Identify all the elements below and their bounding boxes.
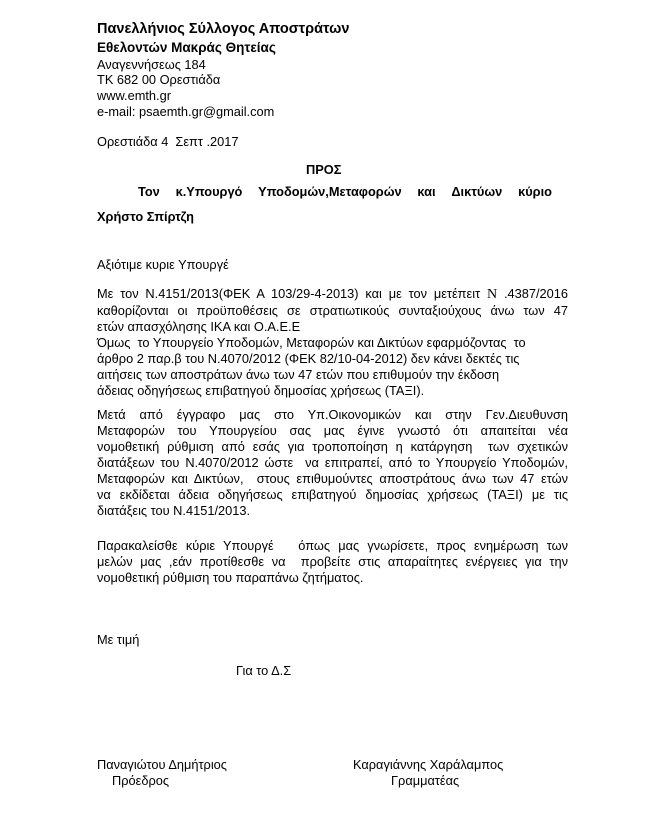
- signatory-title-president: Πρόεδρος: [112, 773, 170, 788]
- sender-email: e-mail: psaemth.gr@gmail.com: [97, 104, 275, 119]
- paragraph-line: ετών απασχόλησης ΙΚΑ και Ο.Α.Ε.Ε: [97, 319, 301, 334]
- paragraph-3: [97, 538, 568, 586]
- recipient-word: Δικτύων: [451, 184, 503, 199]
- salutation: Αξιότιμε κυριε Υπουργέ: [97, 257, 229, 272]
- date-line: Ορεστιάδα 4 Σεπτ .2017: [97, 134, 239, 149]
- org-name-line1: Πανελλήνιος Σύλλογος Αποστράτων: [97, 21, 350, 37]
- paragraph-line: Παρακαλείσθε κύριε Υπουργέ όπως μας γνωρίσετε, προς ενημέρωση των: [97, 538, 568, 553]
- paragraph-line: νομοθετική ρύθμιση του παραπάνω ζητήματος.: [97, 570, 364, 585]
- recipient-pros: ΠΡΟΣ: [306, 162, 342, 177]
- paragraph-line: άρθρο 2 παρ.β του Ν.4070/2012 (ΦΕΚ 82/10-04-2012) δεν κάνει δεκτές τις: [97, 351, 520, 366]
- paragraph-line: Μεταφορών και Δικτύων, στους επιθυμούντες αποστράτους άνω των 47 ετών: [97, 471, 568, 486]
- on-behalf-of-board: Για το Δ.Σ: [236, 663, 292, 678]
- sender-street: Αναγεννήσεως 184: [97, 57, 206, 72]
- signatory-name-president: Παναγιώτου Δημήτριος: [97, 757, 227, 772]
- paragraph-line: διατάξεων του Ν.4070/2012 ώστε να επιτραπεί, από το Υπουργείο Υποδομών,: [97, 455, 568, 470]
- sender-website: www.emth.gr: [97, 88, 171, 103]
- recipient-line2: Χρήστο Σπίρτζη: [97, 209, 194, 224]
- paragraph-1: [97, 286, 568, 399]
- paragraph-line: διατάξεις του Ν.4151/2013.: [97, 503, 251, 518]
- paragraph-line: Μετά από έγγραφο μας στο Υπ.Οικονομικών και στην Γεν.Διευθυνση: [97, 407, 568, 422]
- signatory-title-secretary: Γραμματέας: [391, 773, 460, 788]
- paragraph-line: Μεταφορών του Υπουργείου σας μας έγινε γνωστό ότι απαιτείται νέα: [97, 423, 568, 438]
- paragraph-line: Όμως το Υπουργείο Υποδομών, Μεταφορών και Δικτύων εφαρμόζοντας το: [97, 335, 526, 350]
- paragraph-line: καθορίζονται οι προϋποθέσεις σε στρατιωτικούς συνταξιούχους άνω των 47: [97, 303, 568, 318]
- recipient-word: κύριο: [518, 184, 552, 199]
- recipient-word: Υποδομών,Μεταφορών: [258, 184, 402, 199]
- recipient-line1: [138, 184, 552, 200]
- recipient-word: και: [417, 184, 436, 199]
- paragraph-line: νομοθετική ρύθμιση από εσάς για τροποποίηση η κατάργηση των σχετικών: [97, 439, 568, 454]
- recipient-word: Τον: [138, 184, 160, 199]
- paragraph-line: αιτήσεις των αποστράτων άνω των 47 ετών που επιθυμούν την έκδοση: [97, 367, 500, 382]
- recipient-word: κ.Υπουργό: [175, 184, 243, 199]
- paragraph-line: άδειας οδηγήσεως επιβατηγού δημοσίας χρήσεως (ΤΑΞΙ).: [97, 383, 425, 398]
- paragraph-line: Με τον Ν.4151/2013(ΦΕΚ Α 103/29-4-2013) και με τον μετέπειτ Ν .4387/2016: [97, 286, 568, 302]
- paragraph-line: να εκδίδεται άδεια οδηγήσεως επιβατηγού δημοσίας χρήσεως (ΤΑΞΙ) με τις: [97, 487, 568, 502]
- signatory-name-secretary: Καραγιάννης Χαράλαμπος: [353, 757, 504, 772]
- paragraph-2: [97, 407, 568, 519]
- sender-postcode-city: ΤΚ 682 00 Ορεστιάδα: [97, 72, 221, 87]
- closing: Με τιμή: [97, 632, 140, 647]
- paragraph-line: μελών μας ,εάν προτίθεσθε να προβείτε στις απαραίτητες ενέργειες για την: [97, 554, 568, 569]
- org-name-line2: Εθελοντών Μακράς Θητείας: [97, 40, 276, 55]
